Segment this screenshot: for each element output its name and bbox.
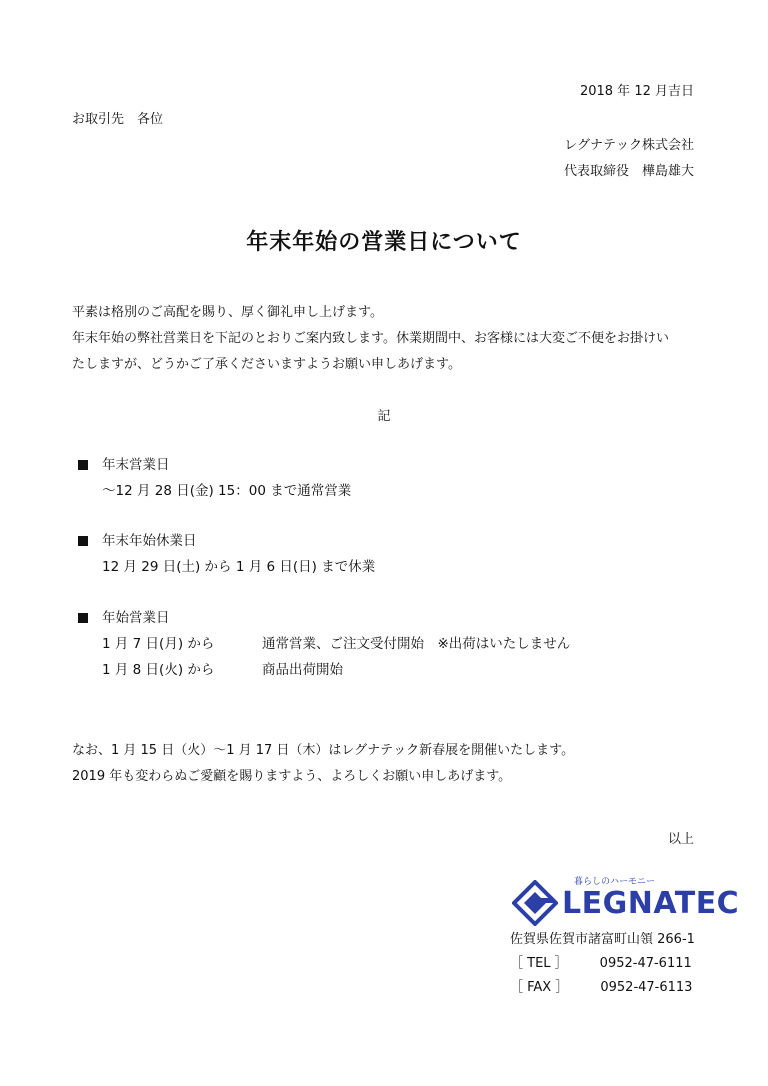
section-new-year	[78, 605, 570, 683]
company-name: レグナテック株式会社	[564, 138, 694, 153]
tel-line: ［ TEL ］ 0952-47-6111	[510, 956, 692, 971]
square-bullet-icon	[78, 536, 88, 546]
square-bullet-icon	[78, 613, 88, 623]
fax-line: ［ FAX ］ 0952-47-6113	[510, 980, 693, 995]
section-holiday	[78, 528, 375, 580]
company-logo	[512, 874, 740, 930]
section-line: ～12 月 28 日(金) 15：00 まで通常営業	[102, 483, 352, 499]
square-bullet-icon	[78, 460, 88, 470]
recipient-line: お取引先 各位	[72, 112, 164, 127]
ijou-closing: 以上	[667, 832, 694, 847]
ki-heading: 記	[377, 409, 391, 424]
closing-line: なお、1 月 15 日（火）～1 月 17 日（木）はレグナテック新春展を開催いたします。	[72, 743, 575, 758]
section-year-end	[78, 452, 351, 504]
page-title: 年末年始の営業日について	[246, 230, 522, 255]
logo-brand: LEGNATEC	[562, 886, 740, 921]
intro-line: たしますが、どうかご了承くださいますようお願い申しあげます。	[72, 357, 461, 372]
intro-paragraph	[72, 300, 669, 378]
schedule-row: 1 月 7 日(月) から 通常営業、ご注文受付開始 ※出荷はいたしません	[102, 636, 571, 652]
closing-paragraph	[72, 738, 574, 790]
schedule-row: 1 月 8 日(火) から 商品出荷開始	[102, 662, 343, 678]
section-heading: 年末営業日	[78, 452, 351, 478]
sender-name: 代表取締役 樺島雄大	[563, 164, 694, 179]
section-heading: 年始営業日	[78, 605, 570, 631]
closing-line: 2019 年も変わらぬご愛顧を賜りますよう、よろしくお願い申しあげます。	[72, 769, 512, 784]
section-line: 12 月 29 日(土) から 1 月 6 日(日) まで休業	[102, 559, 376, 575]
intro-line: 平素は格別のご高配を賜り、厚く御礼申し上げます。	[72, 305, 383, 320]
logo-tagline: 暮らしのハーモニー	[574, 877, 656, 887]
document-date: 2018 年 12 月吉日	[579, 84, 694, 99]
section-heading: 年末年始休業日	[78, 528, 375, 554]
legnatec-logo-icon	[512, 880, 558, 926]
intro-line: 年末年始の弊社営業日を下記のとおりご案内致します。休業期間中、お客様には大変ご不便をお掛けい	[72, 331, 669, 346]
company-address: 佐賀県佐賀市諸富町山領 266-1	[510, 932, 695, 947]
